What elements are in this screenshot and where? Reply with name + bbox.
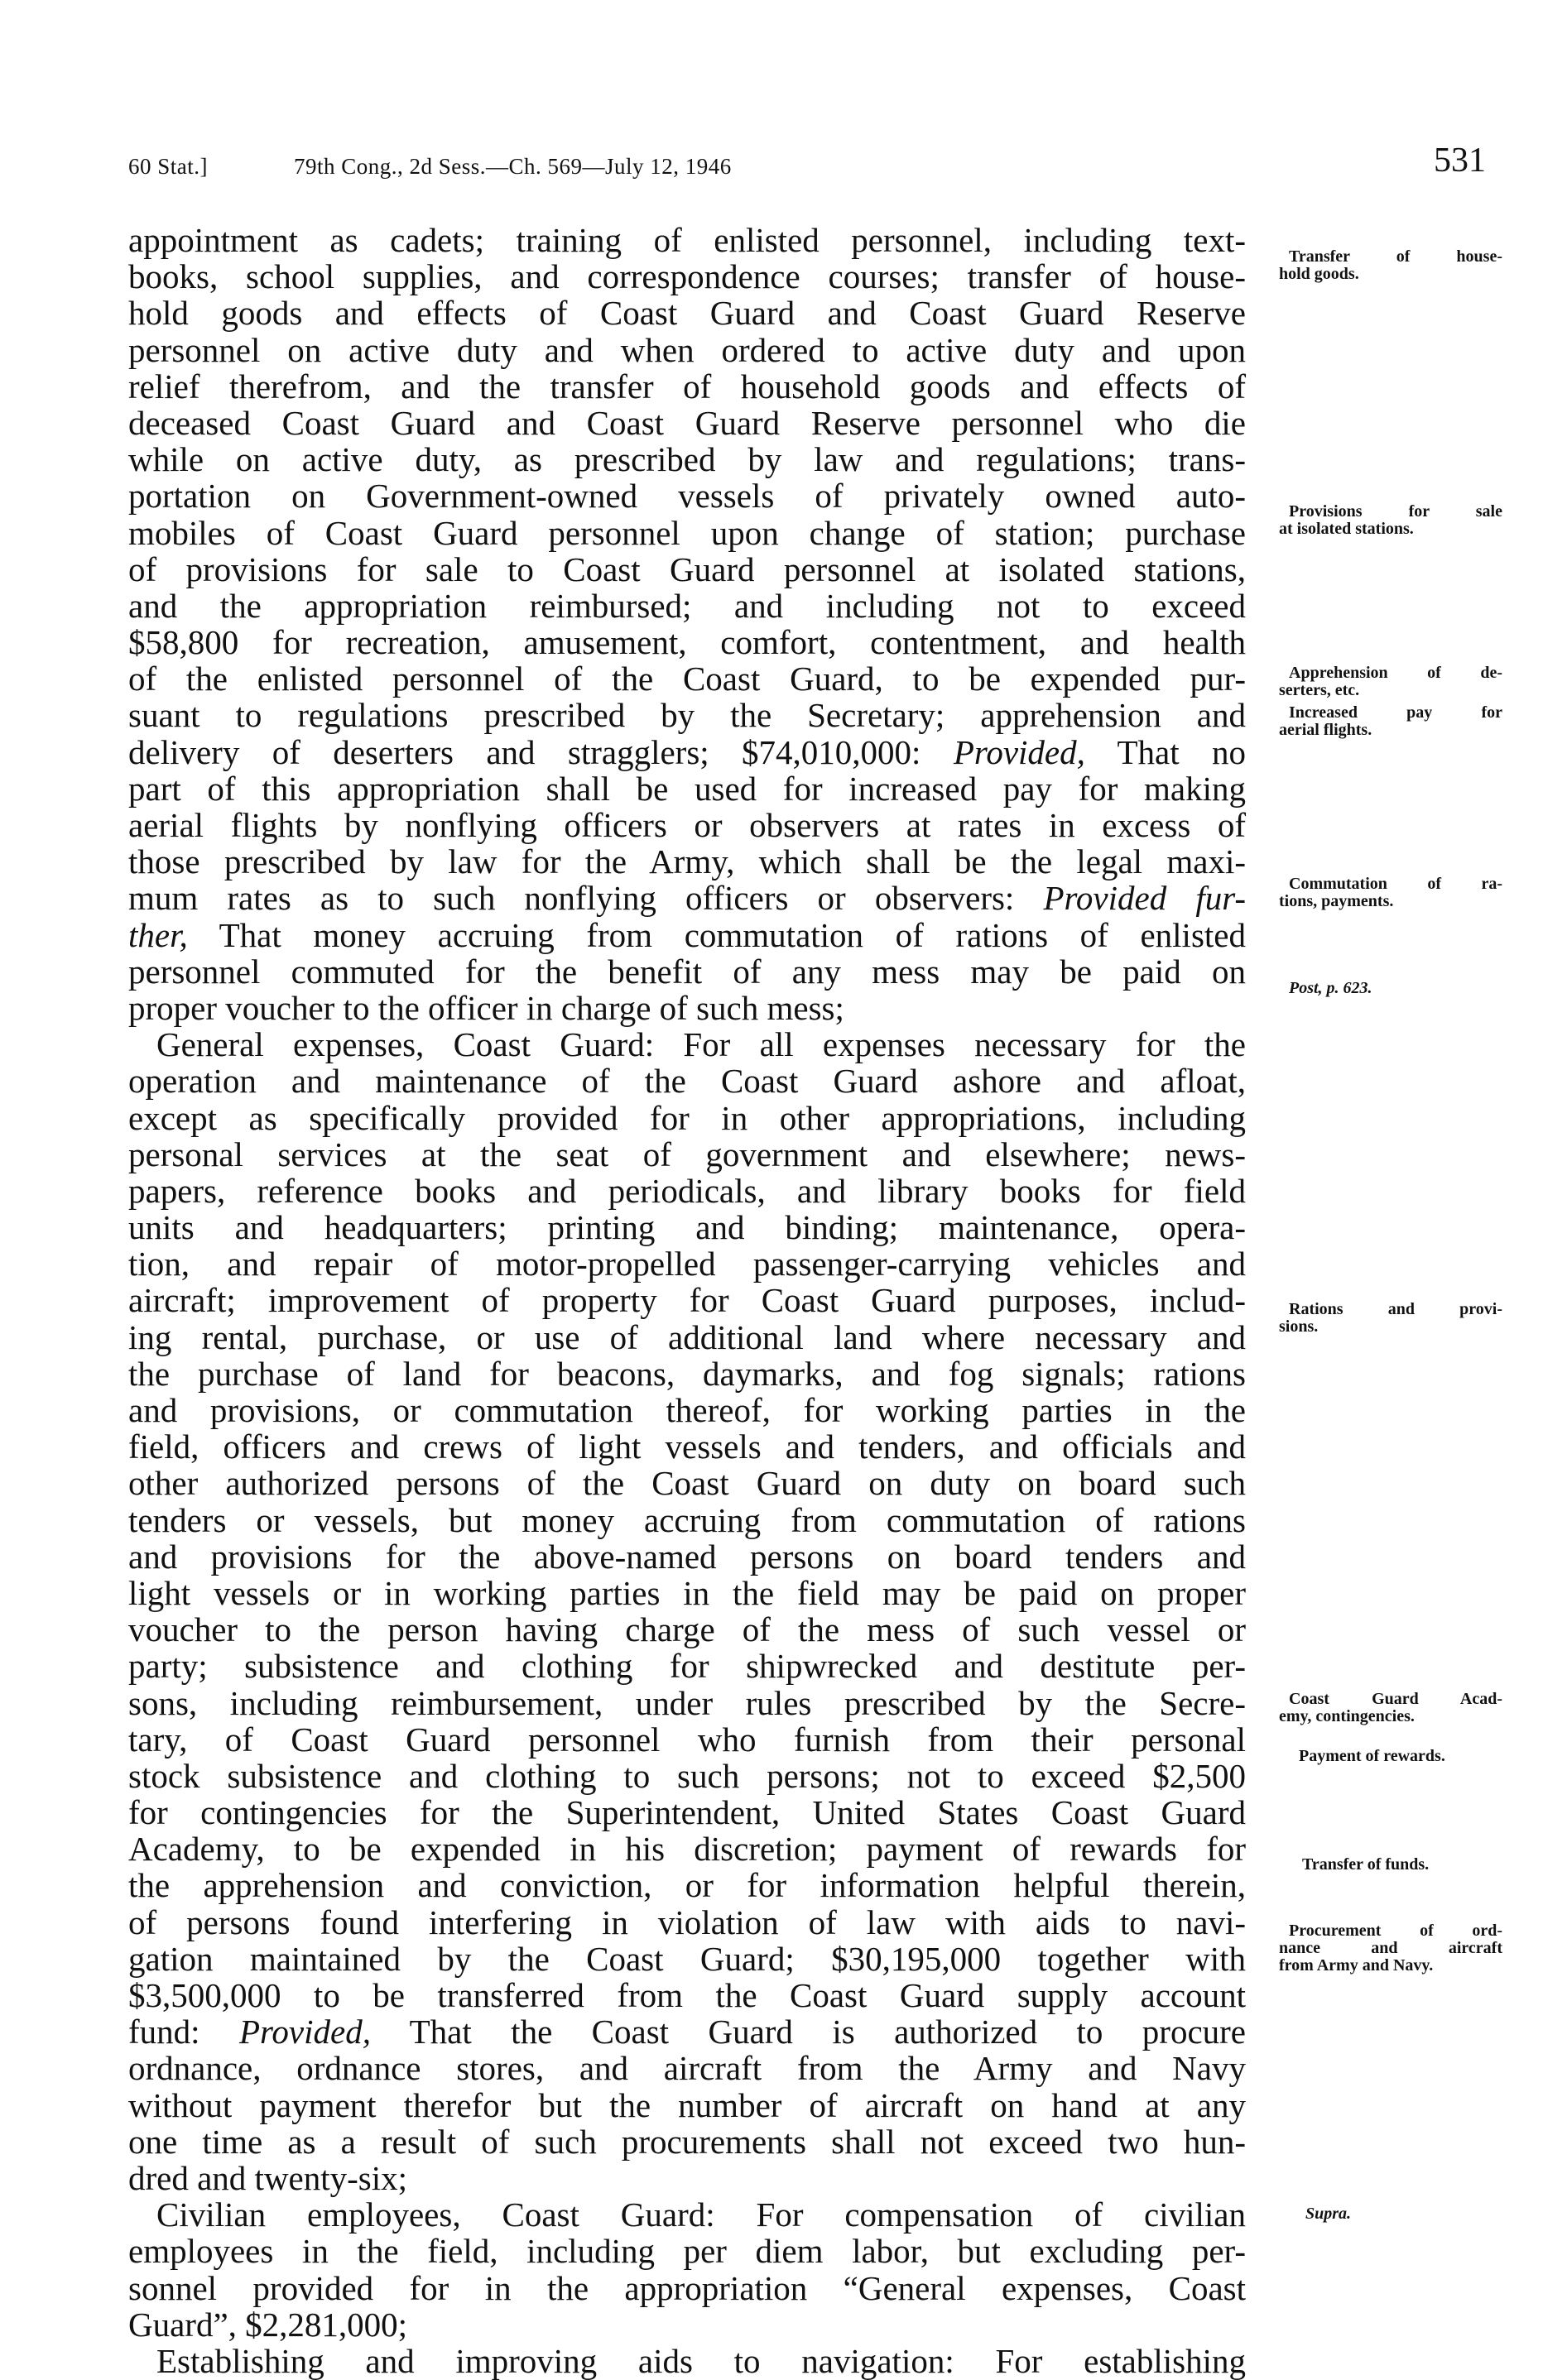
text-line: ordnance, ordnance stores, and aircraft from the Army and Navy <box>128 2049 1246 2088</box>
proviso-italic: Provided fur- <box>1043 879 1247 918</box>
text-line: portation on Government-owned vessels of privately owned auto- <box>128 477 1246 516</box>
session-chapter-date: 79th Cong., 2d Sess.—Ch. 569—July 12, 1946 <box>294 154 732 179</box>
margin-note-rewards: Payment of rewards. <box>1299 1747 1445 1765</box>
text-line: mobiles of Coast Guard personnel upon change of station; purchase <box>128 513 1246 552</box>
margin-note-post-reference: Post, p. 623. <box>1289 979 1372 997</box>
margin-note-transfer-funds: Transfer of funds. <box>1302 1855 1430 1874</box>
text-line: stock subsistence and clothing to such persons; not to exceed $2,500 <box>128 1756 1246 1795</box>
text-line: appointment as cadets; training of enlisted personnel, including text- <box>128 221 1246 259</box>
text-line: sons, including reimbursement, under rules prescribed by the Secre- <box>128 1683 1246 1722</box>
margin-note-provisions: Provisions for sale at isolated stations. <box>1279 502 1502 538</box>
text-line: part of this appropriation shall be used for increased pay for making <box>128 769 1246 808</box>
text-segment: That money accruing from commutation of rations of enlisted <box>219 915 1246 954</box>
text-line: without payment therefor but the number of aircraft on hand at any <box>128 2085 1246 2124</box>
text-line: operation and maintenance of the Coast Guard ashore and afloat, <box>128 1062 1246 1101</box>
text-line: Academy, to be expended in his discretion; payment of rewards for <box>128 1830 1246 1869</box>
page-number: 531 <box>1434 142 1486 180</box>
margin-note-aerial-pay: Increased pay for aerial flights. <box>1279 703 1502 739</box>
proviso-italic: Provided, <box>238 2013 371 2051</box>
text-line: field, officers and crews of light vessels and tenders, and officials and <box>128 1428 1246 1466</box>
margin-note-academy: Coast Guard Acad- emy, contingencies. <box>1279 1690 1502 1725</box>
text-line: and the appropriation reimbursed; and including not to exceed <box>128 586 1246 625</box>
text-line: suant to regulations prescribed by the Secretary; apprehension and <box>128 696 1246 735</box>
text-line: $3,500,000 to be transferred from the Coast Guard supply account <box>128 1976 1246 2014</box>
text-line: tion, and repair of motor-propelled passenger-carrying vehicles and <box>128 1245 1246 1284</box>
text-line: aerial flights by nonflying officers or observers at rates in excess of <box>128 806 1246 844</box>
text-line: personnel on active duty and when ordered to active duty and upon <box>128 330 1246 369</box>
text-line: of persons found interfering in violation of law with aids to navi- <box>128 1903 1246 1941</box>
margin-note-rations: Rations and provi- sions. <box>1279 1300 1502 1336</box>
text-line: papers, reference books and periodicals, and library books for field <box>128 1171 1246 1210</box>
text-line: light vessels or in working parties in the field may be paid on proper <box>128 1573 1246 1612</box>
text-segment: fund: <box>128 2013 200 2051</box>
text-line: proper voucher to the officer in charge of such mess; <box>128 988 844 1027</box>
text-line: books, school supplies, and correspondence courses; transfer of house- <box>128 257 1246 296</box>
text-line: and provisions for the above-named persons on board tenders and <box>128 1537 1246 1576</box>
margin-note-deserters: Apprehension of de- serters, etc. <box>1279 664 1502 699</box>
text-segment: delivery of deserters and stragglers; $74,010,000: <box>128 732 921 771</box>
text-line: other authorized persons of the Coast Guard on duty on board such <box>128 1464 1246 1503</box>
text-line: employees in the field, including per diem labor, but excluding per- <box>128 2232 1246 2271</box>
text-line <box>128 734 1246 770</box>
text-line: of provisions for sale to Coast Guard personnel at isolated stations, <box>128 549 1246 588</box>
text-line: while on active duty, as prescribed by law and regulations; trans- <box>128 440 1246 479</box>
text-line: relief therefrom, and the transfer of household goods and effects of <box>128 367 1246 405</box>
text-line: except as specifically provided for in other appropriations, including <box>128 1098 1246 1137</box>
statute-body-text <box>128 222 1246 2379</box>
text-line: ing rental, purchase, or use of additional land where necessary and <box>128 1317 1246 1356</box>
text-line: hold goods and effects of Coast Guard and Coast Guard Reserve <box>128 294 1246 333</box>
text-line: one time as a result of such procurements shall not exceed two hun- <box>128 2122 1246 2161</box>
text-line <box>128 917 1246 953</box>
text-line: sonnel provided for in the appropriation “General expenses, Coast <box>128 2268 1246 2307</box>
text-line: personnel commuted for the benefit of any mess may be paid on <box>128 952 1246 991</box>
text-line: of the enlisted personnel of the Coast Guard, to be expended pur- <box>128 660 1246 698</box>
text-line <box>128 880 1246 916</box>
text-segment: That the Coast Guard is authorized to procure <box>409 2013 1247 2051</box>
text-line: deceased Coast Guard and Coast Guard Reserve personnel who die <box>128 403 1246 442</box>
text-line <box>128 2013 1246 2050</box>
text-segment: mum rates as to such nonflying officers or observers: <box>128 879 1015 918</box>
text-line: voucher to the person having charge of the mess of such vessel or <box>128 1610 1246 1649</box>
text-segment: That no <box>1117 732 1247 771</box>
margin-note-procurement: Procurement of ord- nance and aircraft from Army and Navy. <box>1279 1922 1502 1975</box>
text-line: party; subsistence and clothing for shipwrecked and destitute per- <box>128 1647 1246 1686</box>
text-line: $58,800 for recreation, amusement, comfort, contentment, and health <box>128 623 1246 662</box>
proviso-italic: Provided, <box>953 732 1085 771</box>
text-line: units and headquarters; printing and binding; maintenance, opera- <box>128 1208 1246 1247</box>
text-line: personal services at the seat of government and elsewhere; news- <box>128 1135 1246 1173</box>
text-line: gation maintained by the Coast Guard; $30,195,000 together with <box>128 1939 1246 1978</box>
text-line: those prescribed by law for the Army, which shall be the legal maxi- <box>128 842 1246 881</box>
margin-note-supra: Supra. <box>1305 2205 1352 2223</box>
text-line: for contingencies for the Superintendent, United States Coast Guard <box>128 1793 1246 1832</box>
text-line: tenders or vessels, but money accruing from commutation of rations <box>128 1500 1246 1539</box>
text-line: the purchase of land for beacons, daymarks, and fog signals; rations <box>128 1354 1246 1393</box>
text-line: and provisions, or commutation thereof, for working parties in the <box>128 1391 1246 1429</box>
text-line: Guard”, $2,281,000; <box>128 2305 408 2344</box>
text-line: dred and twenty-six; <box>128 2158 408 2197</box>
margin-note-commutation: Commutation of ra- tions, payments. <box>1279 875 1502 910</box>
text-line: tary, of Coast Guard personnel who furnish from their personal <box>128 1720 1246 1759</box>
statute-volume: 60 Stat.] <box>128 154 208 179</box>
text-line: aircraft; improvement of property for Coast Guard purposes, includ- <box>128 1281 1246 1320</box>
paragraph-start: General expenses, Coast Guard: For all expenses necessary for the <box>156 1025 1246 1064</box>
paragraph-start: Establishing and improving aids to navigation: For establishing <box>156 2341 1246 2380</box>
proviso-italic: ther, <box>128 915 188 954</box>
text-line: the apprehension and conviction, or for information helpful therein, <box>128 1866 1246 1905</box>
margin-note-household-goods: Transfer of house- hold goods. <box>1279 247 1502 283</box>
paragraph-start: Civilian employees, Coast Guard: For compensation of civilian <box>156 2195 1246 2234</box>
running-header <box>128 139 1486 189</box>
